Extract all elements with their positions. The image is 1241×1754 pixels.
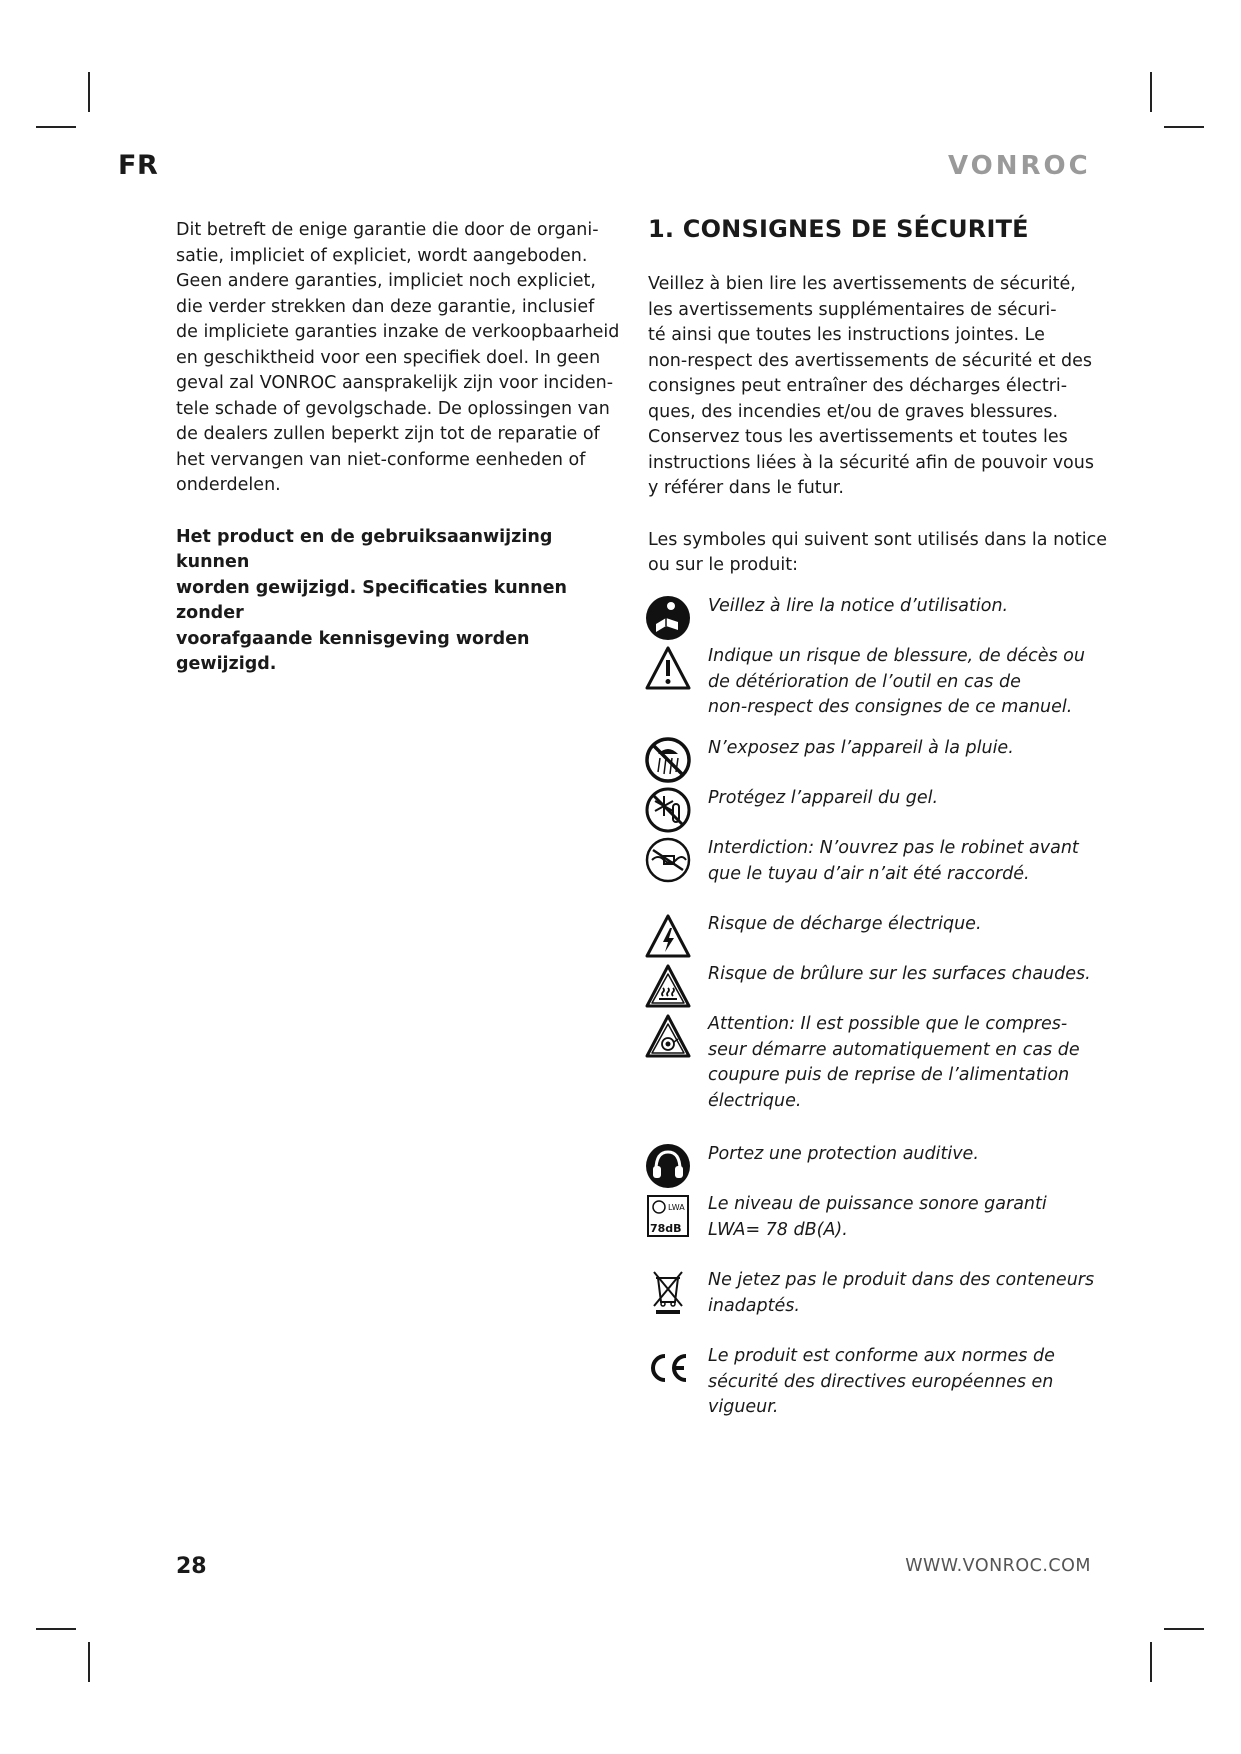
symbol-description: Attention: Il est possible que le compres- seur démarre automatiquement en cas de coupure puis de reprise de l’alimentation électrique. xyxy=(708,1014,1080,1111)
symbol-description: Risque de brûlure sur les surfaces chaudes. xyxy=(708,964,1091,984)
symbols-intro: Les symboles qui suivent sont utilisés dans la notice ou sur le produit: xyxy=(648,529,1107,575)
section-heading: 1. CONSIGNES DE SÉCURITÉ xyxy=(648,215,1029,243)
symbol-description: Veillez à lire la notice d’utilisation. xyxy=(708,596,1009,616)
symbol-description: Le produit est conforme aux normes de sécurité des directives européennes en vigueur. xyxy=(708,1346,1055,1417)
brand-logo xyxy=(948,148,1098,180)
symbol-row xyxy=(644,1192,1114,1252)
crop-mark xyxy=(36,126,76,128)
symbol-row xyxy=(644,1268,1114,1328)
sound-level-icon xyxy=(644,1192,692,1240)
crop-mark xyxy=(88,1642,90,1682)
svg-text:LWA: LWA xyxy=(668,1203,685,1212)
ear-protection-icon xyxy=(644,1142,692,1190)
right-column xyxy=(648,212,1108,579)
warranty-paragraph: Dit betreft de enige garantie die door de organi- satie, impliciet of expliciet, wordt aangeboden. Geen andere garanties, impliciet noch expliciet, die verder strekken dan deze garantie, inclusief de impliciete garanties inzake de verkoopbaarheid en geschiktheid voor een specifiek doel. In geen geval zal VONROC aansprakelijk zijn voor inciden- tele schade of gevolgschade. De oplossingen van de dealers zullen beperkt zijn tot de reparatie of het vervangen van niet-conforme eenheden of onderdelen. xyxy=(176,220,620,495)
auto-start-icon xyxy=(644,1012,692,1060)
left-column xyxy=(176,218,626,678)
crop-mark xyxy=(88,72,90,112)
symbol-description: Portez une protection auditive. xyxy=(708,1144,979,1164)
crop-mark xyxy=(1164,1628,1204,1630)
crop-mark xyxy=(1164,126,1204,128)
svg-text:VONROC: VONROC xyxy=(948,151,1091,180)
symbol-row xyxy=(644,836,1114,896)
electric-shock-icon xyxy=(644,912,692,960)
website-link[interactable]: WWW.VONROC.COM xyxy=(905,1556,1091,1576)
symbol-description: Indique un risque de blessure, de décès ou de détérioration de l’outil en cas de non-respect des consignes de ce manuel. xyxy=(708,646,1085,717)
symbol-description: N’exposez pas l’appareil à la pluie. xyxy=(708,738,1014,758)
read-manual-icon xyxy=(644,594,692,642)
safety-intro: Veillez à bien lire les avertissements de sécurité, les avertissements supplémentaires de sécuri- té ainsi que toutes les instructions jointes. Le non-respect des avertissements de sécurité et des consignes peut entraîner des décharges électri- ques, des incendies et/ou de graves blessures. Conservez tous les avertissements et toutes les instructions liées à la sécurité afin de pouvoir vous y référer dans le futur. xyxy=(648,274,1094,498)
no-open-valve-icon xyxy=(644,836,692,884)
crop-mark xyxy=(36,1628,76,1630)
warning-icon xyxy=(644,644,692,692)
page-number: 28 xyxy=(176,1554,207,1579)
hot-surface-icon xyxy=(644,962,692,1010)
symbol-row xyxy=(644,1344,1114,1417)
symbol-row xyxy=(644,1012,1114,1111)
crop-mark xyxy=(1150,1642,1152,1682)
frost-protect-icon xyxy=(644,786,692,834)
symbol-description: Interdiction: N’ouvrez pas le robinet avant que le tuyau d’air n’ait été raccordé. xyxy=(708,838,1079,884)
symbol-description: Le niveau de puissance sonore garanti LWA= 78 dB(A). xyxy=(708,1194,1047,1240)
no-rain-icon xyxy=(644,736,692,784)
symbol-row xyxy=(644,644,1114,717)
language-code: FR xyxy=(118,150,159,181)
symbol-description: Risque de décharge électrique. xyxy=(708,914,982,934)
symbol-description: Ne jetez pas le produit dans des conteneurs inadaptés. xyxy=(708,1270,1095,1316)
svg-text:78dB: 78dB xyxy=(650,1222,682,1235)
change-notice: Het product en de gebruiksaanwijzing kunnen worden gewijzigd. Specificaties kunnen zonder voorafgaande kennisgeving worden gewijzigd. xyxy=(176,526,567,674)
ce-mark-icon xyxy=(644,1344,692,1392)
weee-bin-icon xyxy=(644,1268,692,1316)
crop-mark xyxy=(1150,72,1152,112)
symbol-description: Protégez l’appareil du gel. xyxy=(708,788,939,808)
